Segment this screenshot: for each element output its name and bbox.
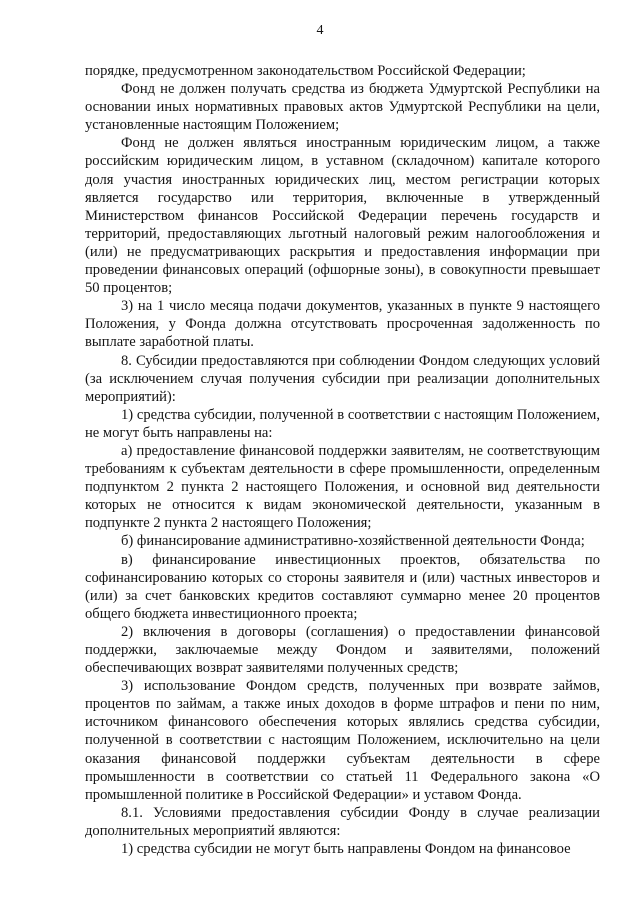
document-body (85, 62, 600, 858)
paragraph-9: в) финансирование инвестиционных проектов, обязательства по софинансированию которых со стороны заявителя и (или) частных инвесторов и (или) за счет банковских кредитов составляют суммарно менее 20 процентов общего бюджета инвестиционного проекта; (85, 551, 600, 622)
paragraph-1: порядке, предусмотренном законодательством Российской Федерации; (85, 63, 526, 79)
paragraph-7: а) предоставление финансовой поддержки заявителям, не соответствующим требованиям к субъектам деятельности в сфере промышленности, определенным подпунктом 2 пункта 2 настоящего Положения, и основной вид деятельности которых не относится к видам экономической деятельности, указанным в подпункте 2 пункта 2 настоящего Положения; (85, 442, 600, 532)
paragraph-13: 1) средства субсидии не могут быть направлены Фондом на финансовое (121, 841, 571, 858)
paragraph-4: 3) на 1 число месяца подачи документов, указанных в пункте 9 настоящего Положения, у Фонда должна отсутствовать просроченная задолженность по выплате заработной платы. (85, 298, 600, 351)
paragraph-5: 8. Субсидии предоставляются при соблюдении Фондом следующих условий (за исключением случая получения субсидии при реализации дополнительных мероприятий): (85, 352, 600, 405)
paragraph-6: 1) средства субсидии, полученной в соответствии с настоящим Положением, не могут быть направлены на: (85, 406, 600, 441)
paragraph-12: 8.1. Условиями предоставления субсидии Фонду в случае реализации дополнительных мероприятий являются: (85, 804, 600, 839)
paragraph-8: б) финансирование административно-хозяйственной деятельности Фонда; (121, 533, 585, 550)
paragraph-2: Фонд не должен получать средства из бюджета Удмуртской Республики на основании иных нормативных правовых актов Удмуртской Республики на цели, установленные настоящим Положением; (85, 81, 600, 134)
page-number: 4 (316, 23, 324, 38)
paragraph-3: Фонд не должен являться иностранным юридическим лицом, а также российским юридическим лицом, в уставном (складочном) капитале которого доля участия иностранных юридических лиц, местом регистрации которых является государство или территория, включенные в утвержденный Министерством финансов Российской Федерации перечень государств и территорий, предоставляющих льготный налоговый режим налогообложения и (или) не предусматривающих раскрытия и предоставления информации при проведении финансовых операций (офшорные зоны), в совокупности превышает 50 процентов; (85, 135, 600, 297)
paragraph-10: 2) включения в договоры (соглашения) о предоставлении финансовой поддержки, заключаемые между Фондом и заявителями, положений обеспечивающих возврат заявителями полученных средств; (85, 623, 600, 677)
paragraph-11: 3) использование Фондом средств, полученных при возврате займов, процентов по займам, а также иных доходов в форме штрафов и пени по ним, источником финансового обеспечения которых являлись средства субсидии, полученной в соответствии с настоящим Положением, исключительно на цели оказания финансовой поддержки субъектам деятельности в сфере промышленности в соответствии со статьей 11 Федерального закона «О промышленной политике в Российской Федерации» и уставом Фонда. (85, 678, 600, 803)
